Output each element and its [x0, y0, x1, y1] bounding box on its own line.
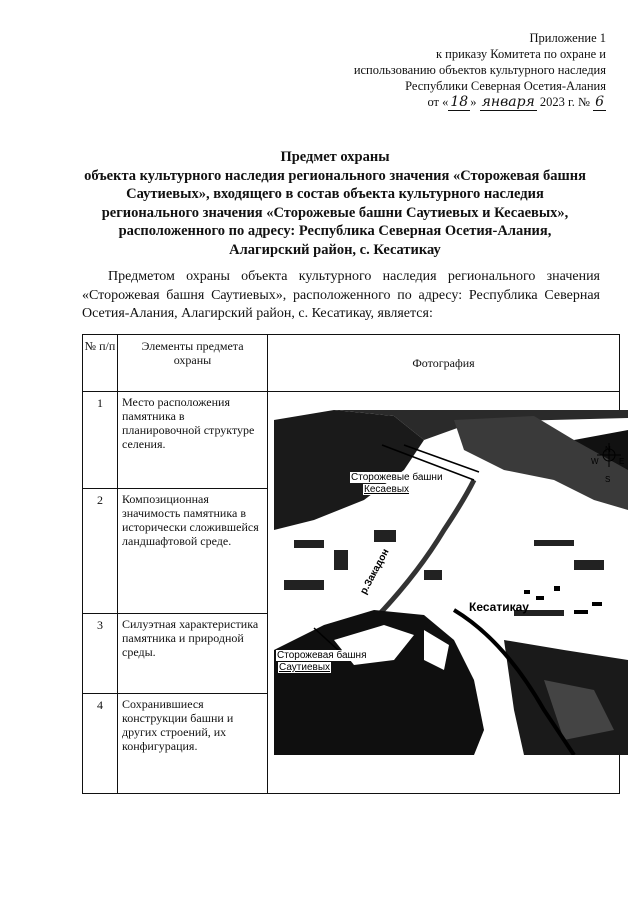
lead-paragraph: Предметом охраны объекта культурного наследия регионального значения «Сторожевая башня Саутиевых», расположенного по адресу: Республика Северная Осетия-Алания, Алагирский район, с. Кесатикау, является: [82, 269, 600, 321]
row-num: 1 [83, 392, 118, 489]
annex-date-line: от « 18 » января 2023 г. № 6 [427, 94, 604, 110]
compass-n: N [605, 445, 611, 454]
annex-number: 6 [595, 94, 604, 110]
annex-line-2: к приказу Комитета по охране и [435, 47, 606, 61]
annex-month: января [481, 94, 535, 110]
label-sautiev-2: Саутиевых [279, 662, 331, 673]
compass-w: W [591, 457, 599, 466]
header-elements: Элементы предмета охраны [118, 335, 268, 392]
aerial-photo-image [274, 410, 628, 755]
row-text: Силуэтная характеристика памятника и природной среды. [118, 614, 268, 694]
table-header-row [83, 335, 620, 392]
row-text: Место расположения памятника в планировочной структуре селения. [118, 392, 268, 489]
annex-line-4: Республики Северная Осетия-Алания [405, 79, 606, 93]
label-village: Кесатикау [469, 600, 529, 614]
row-num: 3 [83, 614, 118, 694]
label-kesaev-2: Кесаевых [364, 484, 410, 495]
row-num: 4 [83, 694, 118, 794]
compass-e: E [619, 457, 625, 466]
row-text: Сохранившиеся конструкции башни и других строений, их конфигурация. [118, 694, 268, 794]
aerial-photo [268, 392, 625, 793]
table-row [83, 392, 620, 489]
document-title: Предмет охраны объекта культурного наследия регионального значения «Сторожевая башня Саутиевых», входящего в состав объекта культурного наследия регионального значения «Сторожевые башни Саутиевых и Кесаевых», расположенного по адресу: Республика Северная Осетия-Алания, Алагирский район, с. Кесатикау [84, 149, 586, 258]
label-sautiev-1: Сторожевая башня [277, 650, 367, 661]
header-photo: Фотография [268, 335, 620, 392]
row-text: Композиционная значимость памятника в исторически сложившейся ландшафтовой среде. [118, 489, 268, 614]
annex-block [286, 30, 606, 110]
label-kesaev-1: Сторожевые башни [351, 472, 443, 483]
protection-table [82, 334, 625, 794]
header-num: № п/п [83, 335, 118, 392]
annex-line-3: использованию объектов культурного наследия [353, 63, 606, 77]
row-num: 2 [83, 489, 118, 614]
label-river: р.Закадон [358, 547, 392, 597]
compass-s: S [605, 475, 611, 484]
annex-line-1: Приложение 1 [529, 31, 606, 45]
photo-cell [268, 392, 625, 794]
annex-day: 18 [450, 94, 469, 110]
annex-year: 2023 г. № [539, 95, 590, 109]
